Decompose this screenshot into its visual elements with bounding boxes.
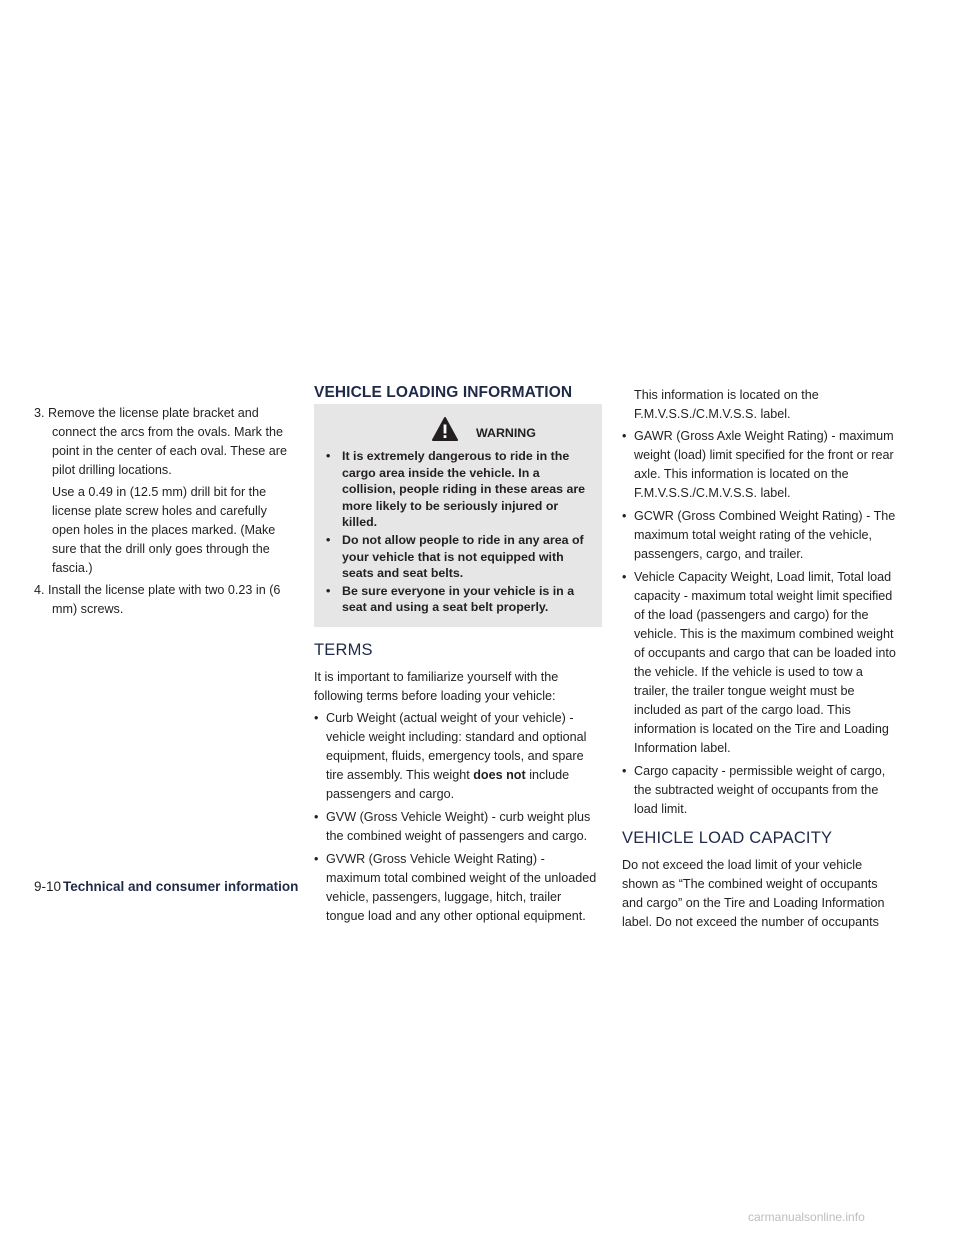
step-3-text: Remove the license plate bracket and connect the arcs from the ovals. Mark the point in the center of each oval. These are pilot drilling locations. xyxy=(48,406,288,477)
vehicle-load-capacity-text: Do not exceed the load limit of your vehicle shown as “The combined weight of occupants and cargo” on the Tire and Loading Information label. Do not exceed the number of occupants xyxy=(622,858,885,929)
vehicle-load-capacity-heading: VEHICLE LOAD CAPACITY xyxy=(622,829,833,847)
term-gvw: • GVW (Gross Vehicle Weight) - curb weight plus the combined weight of passengers and cargo. xyxy=(314,809,591,843)
term-gawr: • GAWR (Gross Axle Weight Rating) - maximum weight (load) limit specified for the front or rear axle. This information is located on the F.M.V.S.S./C.M.V.S.S. label. xyxy=(622,429,894,500)
terms-intro: It is important to familiarize yourself with the following terms before loading your vehicle: xyxy=(314,669,559,703)
warning-heading: WARNING xyxy=(476,426,536,440)
emphasis-does-not: does not xyxy=(473,767,526,782)
chapter-title: Technical and consumer information xyxy=(63,879,299,894)
step-3-detail: Use a 0.49 in (12.5 mm) drill bit for the license plate screw holes and carefully open holes in the places marked. (Make sure that the drill only goes through the fascia.) xyxy=(52,485,276,575)
warning-item: • Be sure everyone in your vehicle is in a seat and using a seat belt properly. xyxy=(326,583,575,615)
watermark: carmanualsonline.info xyxy=(748,1210,865,1224)
term-gvwr: • GVWR (Gross Vehicle Weight Rating) - maximum total combined weight of the unloaded vehicle, passengers, luggage, hitch, trailer tongue load and any other optional equipment. xyxy=(314,851,597,923)
column-1 xyxy=(34,404,292,622)
page-number: 9-10 xyxy=(34,879,62,894)
section-title: VEHICLE LOADING INFORMATION xyxy=(314,384,573,401)
term-vehicle-capacity-weight: • Vehicle Capacity Weight, Load limit, Total load capacity - maximum total weight limit specified of the load (passengers and cargo) for the vehicle. This is the maximum combined weight of occupants and cargo that can be loaded into the vehicle. If the vehicle is used to tow a trailer, the trailer tongue weight must be included as part of the cargo load. This information is located on the Tire and Loading Information label. xyxy=(622,570,896,755)
warning-item: • Do not allow people to ride in any area of your vehicle that is not equipped with seats and seat belts. xyxy=(326,532,584,581)
warning-item: • It is extremely dangerous to ride in the cargo area inside the vehicle. In a collision, people riding in these areas are more likely to be seriously injured or killed. xyxy=(326,449,586,530)
page-footer xyxy=(34,877,298,896)
step-3 xyxy=(34,404,292,480)
step-4-number: 4. xyxy=(34,583,45,597)
term-gcwr: • GCWR (Gross Combined Weight Rating) - The maximum total weight rating of the vehicle, passengers, cargo, and trailer. xyxy=(622,509,896,561)
gvwr-continued: This information is located on the F.M.V.S.S./C.M.V.S.S. label. xyxy=(634,388,819,421)
step-4 xyxy=(34,581,292,619)
term-cargo-capacity: • Cargo capacity - permissible weight of cargo, the subtracted weight of occupants from the load limit. xyxy=(622,764,886,816)
term-curb-weight: • Curb Weight (actual weight of your vehicle) - vehicle weight including: standard and optional equipment, fluids, emergency tools, and spare tire assembly. This weight does not include passengers and cargo. xyxy=(314,710,587,801)
column-3 xyxy=(622,386,896,935)
warning-triangle-icon xyxy=(432,417,458,441)
terms-heading: TERMS xyxy=(314,640,373,659)
warning-box xyxy=(314,404,602,627)
step-3-number: 3. xyxy=(34,406,45,420)
step-4-text: Install the license plate with two 0.23 in (6 mm) screws. xyxy=(48,583,281,616)
warning-header xyxy=(326,416,592,446)
column-2 xyxy=(314,404,602,930)
